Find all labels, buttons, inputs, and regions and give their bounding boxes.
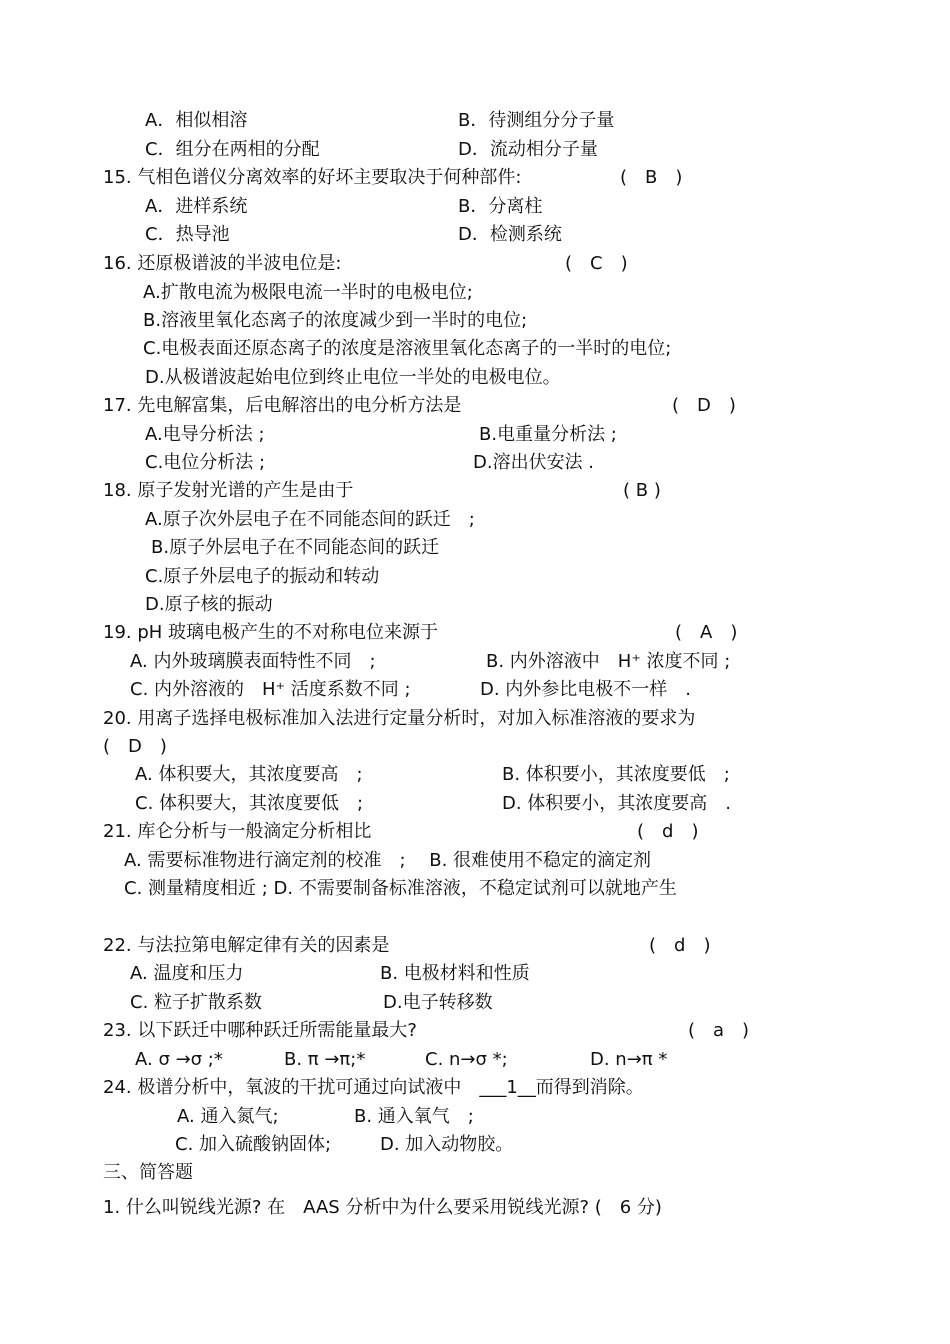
q16-answer: ( C ) [565, 253, 628, 274]
q19-text: 19. pH 玻璃电极产生的不对称电位来源于 [103, 622, 439, 643]
section-title: 三、简答题 [103, 1162, 193, 1183]
q20-text: 20. 用离子选择电极标准加入法进行定量分析时，对加入标准溶液的要求为 [103, 708, 696, 729]
q14-option-c: C．组分在两相的分配 [145, 139, 320, 160]
q17-text: 17. 先电解富集，后电解溶出的电分析方法是 [103, 395, 462, 416]
q18-option-b: B.原子外层电子在不同能态间的跃迁 [151, 537, 440, 558]
q15-answer: ( B ) [620, 167, 683, 188]
q24-option-b: B. 通入氧气 ; [354, 1106, 474, 1127]
q19-answer: ( A ) [675, 622, 738, 643]
q17-option-a: A.电导分析法 ; [145, 424, 265, 445]
q23-option-d: D. n→π * [590, 1049, 668, 1070]
q24-text: 24. 极谱分析中，氧波的干扰可通过向试液中 ___1__而得到消除。 [103, 1077, 644, 1098]
q14-option-b: B．待测组分分子量 [458, 110, 615, 131]
q20-answer: ( D ) [103, 736, 167, 757]
q15-text: 15. 气相色谱仪分离效率的好坏主要取决于何种部件: [103, 167, 522, 188]
q22-option-a: A. 温度和压力 [130, 963, 244, 984]
q23-option-b: B. π →π;* [284, 1049, 366, 1070]
q23-option-c: C. n→σ *; [425, 1049, 508, 1070]
q15-option-d: D．检测系统 [458, 224, 562, 245]
q15-option-b: B．分离柱 [458, 196, 543, 217]
q23-option-a: A. σ →σ ;* [135, 1049, 223, 1070]
q21-answer: ( d ) [637, 821, 699, 842]
q22-answer: ( d ) [649, 935, 711, 956]
q18-text: 18. 原子发射光谱的产生是由于 [103, 480, 354, 501]
q20-option-b: B. 体积要小，其浓度要低 ; [502, 764, 730, 785]
q22-option-b: B. 电极材料和性质 [380, 963, 530, 984]
q16-option-b: B.溶液里氧化态离子的浓度减少到一半时的电位; [143, 310, 528, 331]
q18-answer: ( B ) [623, 480, 661, 501]
q23-text: 23. 以下跃迁中哪种跃迁所需能量最大? [103, 1020, 417, 1041]
q22-text: 22. 与法拉第电解定律有关的因素是 [103, 935, 390, 956]
q16-option-a: A.扩散电流为极限电流一半时的电极电位; [143, 282, 473, 303]
q19-option-d: D. 内外参比电极不一样 . [480, 679, 692, 700]
q19-option-c: C. 内外溶液的 H⁺ 活度系数不同 ; [130, 679, 411, 700]
q22-option-d: D.电子转移数 [383, 992, 493, 1013]
q16-option-d: D.从极谱波起始电位到终止电位一半处的电极电位。 [145, 367, 561, 388]
q23-answer: ( a ) [688, 1020, 750, 1041]
q16-text: 16. 还原极谱波的半波电位是: [103, 253, 342, 274]
q21-options-ab: A. 需要标准物进行滴定剂的校准 ; B. 很难使用不稳定的滴定剂 [124, 850, 652, 871]
q21-text: 21. 库仑分析与一般滴定分析相比 [103, 821, 372, 842]
q19-option-a: A. 内外玻璃膜表面特性不同 ; [130, 651, 376, 672]
q19-option-b: B. 内外溶液中 H⁺ 浓度不同 ; [486, 651, 731, 672]
q15-option-c: C．热导池 [145, 224, 230, 245]
q17-option-c: C.电位分析法 ; [145, 452, 266, 473]
q24-option-d: D. 加入动物胶。 [380, 1134, 514, 1155]
q24-option-c: C. 加入硫酸钠固体; [175, 1134, 332, 1155]
q17-option-b: B.电重量分析法 ; [479, 424, 617, 445]
q14-option-a: A．相似相溶 [145, 110, 248, 131]
q15-option-a: A．进样系统 [145, 196, 248, 217]
q16-option-c: C.电极表面还原态离子的浓度是溶液里氧化态离子的一半时的电位; [143, 338, 672, 359]
q20-option-c: C. 体积要大，其浓度要低 ; [135, 793, 364, 814]
q20-option-a: A. 体积要大，其浓度要高 ; [135, 764, 363, 785]
q17-option-d: D.溶出伏安法 . [473, 452, 595, 473]
q24-option-a: A. 通入氮气; [177, 1106, 279, 1127]
q21-options-cd: C. 测量精度相近 ; D. 不需要制备标准溶液，不稳定试剂可以就地产生 [124, 878, 677, 899]
q17-answer: ( D ) [672, 395, 736, 416]
q18-option-c: C.原子外层电子的振动和转动 [145, 566, 380, 587]
q22-option-c: C. 粒子扩散系数 [130, 992, 263, 1013]
short-answer-q1: 1. 什么叫锐线光源? 在 AAS 分析中为什么要采用锐线光源? ( 6 分) [103, 1197, 662, 1218]
q20-option-d: D. 体积要小，其浓度要高 . [502, 793, 732, 814]
q18-option-a: A.原子次外层电子在不同能态间的跃迁 ; [145, 509, 475, 530]
q18-option-d: D.原子核的振动 [145, 594, 273, 615]
q14-option-d: D．流动相分子量 [458, 139, 598, 160]
